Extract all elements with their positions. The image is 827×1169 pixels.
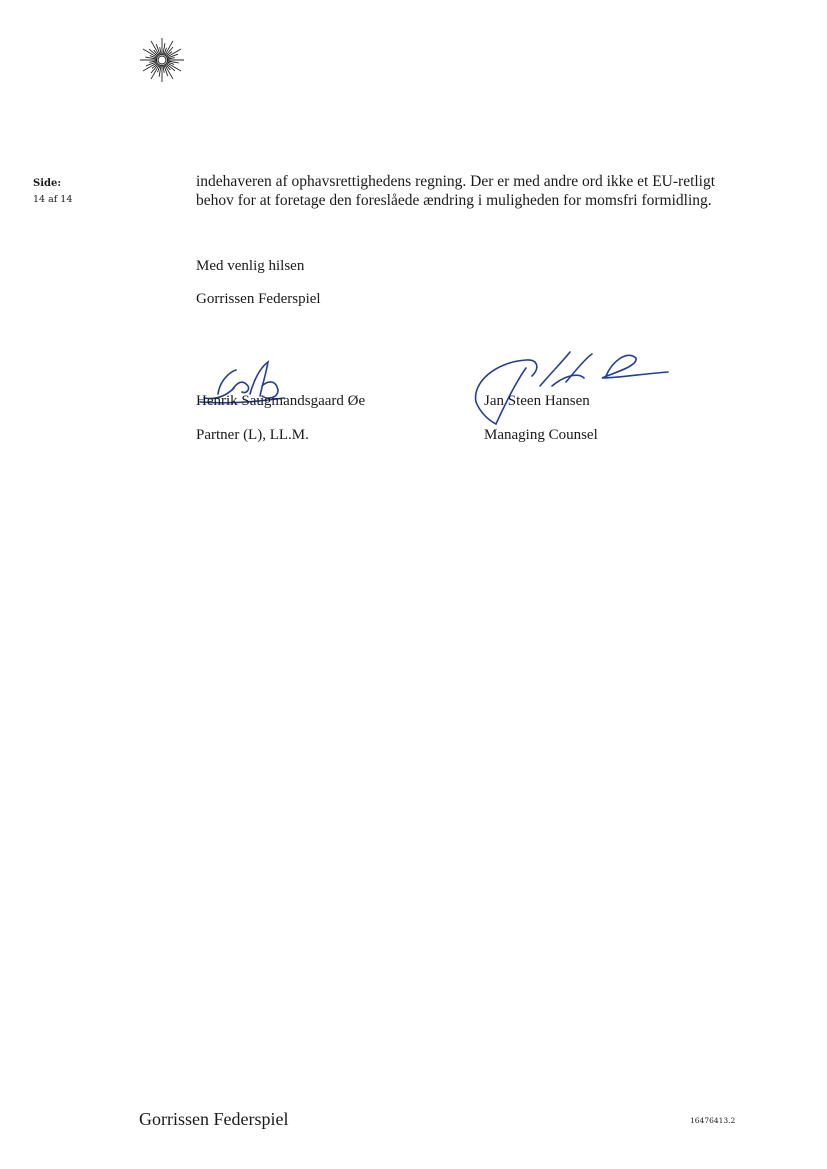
signatory-title: Managing Counsel [484, 427, 598, 443]
letter-body [196, 172, 756, 210]
sender-firm: Gorrissen Federspiel [196, 291, 321, 307]
page-number: 14 af 14 [33, 194, 73, 205]
handwritten-signature-right [466, 342, 676, 432]
page-label: Side: [33, 178, 62, 189]
signature-block-left [196, 340, 456, 450]
sunburst-logo-icon [136, 37, 188, 83]
footer-firm-name: Gorrissen Federspiel [139, 1109, 289, 1129]
signatory-title: Partner (L), LL.M. [196, 427, 309, 443]
document-number: 16476413.2 [690, 1116, 736, 1125]
signatory-name: Jan Steen Hansen [484, 393, 590, 409]
closing-paragraph: indehaveren af ophavsrettighedens regning. Der er med andre ord ikke et EU-retligt behov for at foretage den foreslåede ændring i muligheden for momsfri formidling. [196, 173, 716, 209]
signatory-name: Henrik Saugmandsgaard Øe [196, 393, 366, 409]
greeting: Med venlig hilsen [196, 258, 305, 274]
signature-block-right [466, 340, 686, 450]
